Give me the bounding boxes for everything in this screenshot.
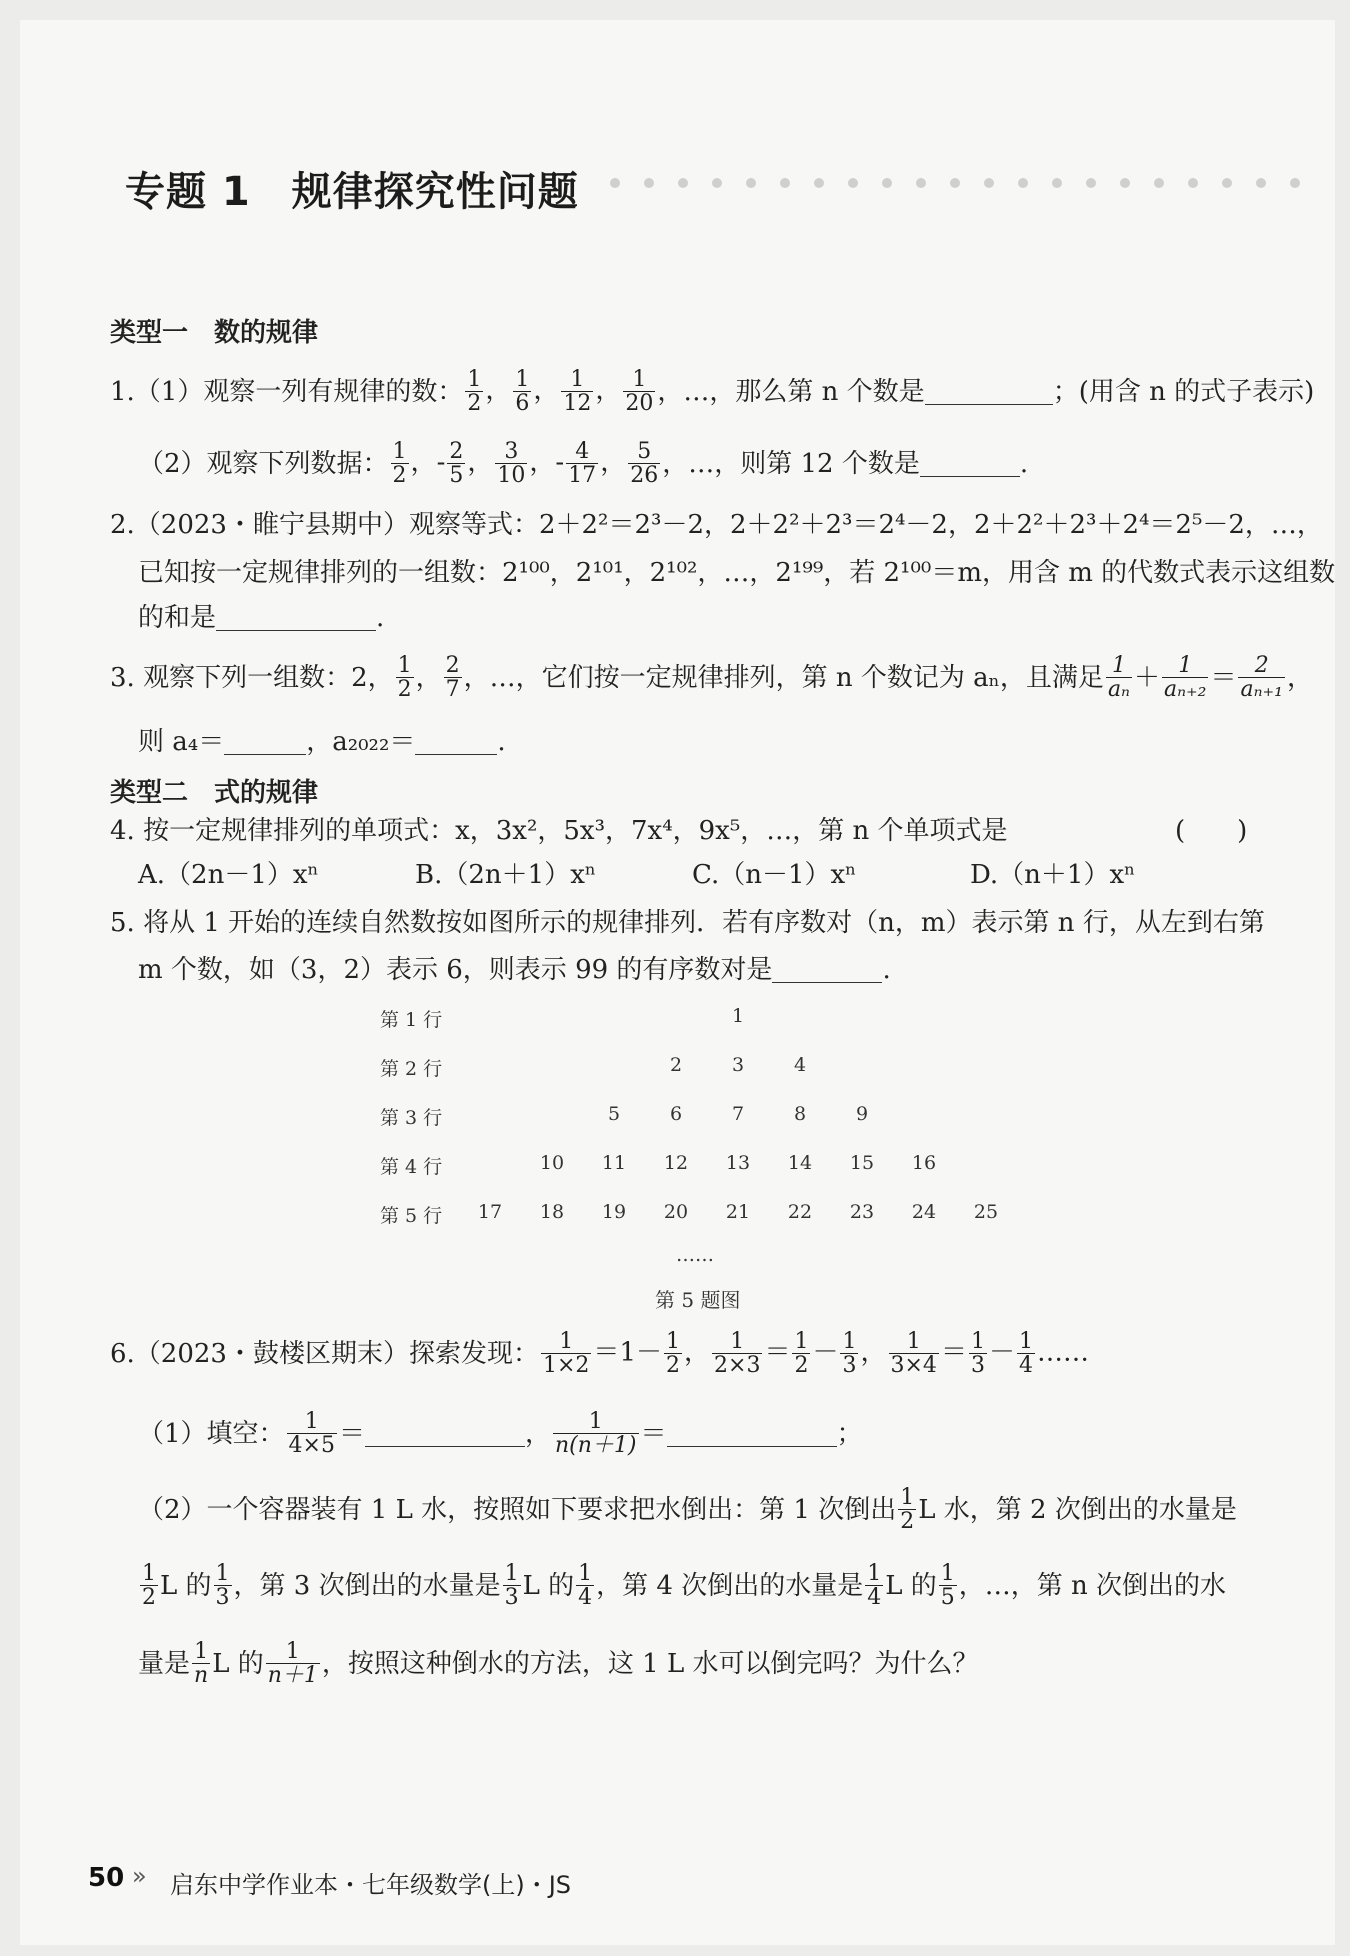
section-heading-1: 类型一 数的规律: [110, 318, 319, 348]
triangle-number: 17: [477, 1201, 503, 1223]
decorative-dot: [1188, 178, 1198, 188]
decorative-dot: [678, 178, 688, 188]
fraction: $\frac{1}{2}$: [392, 439, 407, 489]
q6-examples: $\frac{1}{1\times 2}$ ＝1－ $\frac{1}{2}$ ， $\frac{1}{2\times 3}$ ＝ $\frac{1}{2}$ － $\frac{1}{3}$ ， $\frac{1}{3\times 4}$ ＝ $\frac{1}{3}$ － $\frac{1}{4}$ ……: [542, 1329, 1089, 1379]
q3-intro: 3. 观察下列一组数：2，: [110, 662, 394, 693]
fraction: $\frac{1}{20}$: [625, 367, 654, 417]
answer-blank[interactable]: [415, 728, 497, 755]
page-title: 专题 1 规律探究性问题: [125, 169, 579, 215]
fraction: $\frac{4}{17}$: [568, 439, 597, 489]
triangle-number: 16: [911, 1152, 937, 1174]
question-2-line-3: [138, 604, 384, 631]
fraction: $\frac{2}{5}$: [449, 439, 464, 489]
option-b[interactable]: B.（2n＋1）xⁿ: [415, 860, 597, 890]
question-1-part-2: [138, 440, 1028, 487]
fraction: $\frac{1}{n}$: [194, 1639, 209, 1689]
decorative-dot: [1256, 178, 1266, 188]
triangle-number: 12: [663, 1152, 689, 1174]
fraction: $\frac{1}{2}$: [666, 1329, 680, 1379]
section-heading-2: 类型二 式的规律: [110, 778, 319, 808]
page-number: 50: [88, 1863, 125, 1893]
triangle-number: 22: [787, 1201, 813, 1223]
answer-blank[interactable]: [925, 378, 1053, 405]
footer-arrow-icon: »: [132, 1862, 147, 1890]
row-label: 第 4 行: [380, 1156, 443, 1178]
fraction: $\frac{1}{4}$: [867, 1561, 882, 1611]
answer-blank[interactable]: [216, 604, 376, 631]
q3-a2022: ，a₂₀₂₂＝: [306, 726, 416, 757]
option-c[interactable]: C.（n－1）xⁿ: [692, 860, 857, 890]
q3-mid: ，…，它们按一定规律排列，第 n 个数记为 aₙ，且满足: [463, 662, 1104, 693]
book-title: 启东中学作业本・七年级数学(上)・JS: [170, 1871, 572, 1899]
triangle-number: 1: [731, 1005, 745, 1027]
question-4-stem: 4. 按一定规律排列的单项式：x，3x²，5x³，7x⁴，9x⁵，…，第 n 个单项式是: [110, 816, 1008, 846]
decorative-dot: [1154, 178, 1164, 188]
decorative-dot: [814, 178, 824, 188]
question-5-line-1: 5. 将从 1 开始的连续自然数按如图所示的规律排列．若有序数对（n，m）表示第 n 行，从左到右第: [110, 908, 1265, 938]
fraction: $\frac{3}{10}$: [497, 439, 526, 489]
row-label: 第 3 行: [380, 1107, 443, 1129]
decorative-dot: [1222, 178, 1232, 188]
fraction: $\frac{1}{1\times 2}$: [542, 1329, 590, 1379]
fraction: $\frac{1}{5}$: [940, 1561, 955, 1611]
question-6-part-2-line-2: $\frac{1}{2}$ L 的 $\frac{1}{3}$ ，第 3 次倒出的水量是 $\frac{1}{3}$ L 的 $\frac{1}{4}$ ，第 4 次倒出的水量是 $\frac{1}{4}$ L 的 $\frac{1}{5}$ ，…，第 n 次倒出的水: [142, 1561, 1227, 1611]
fraction: $\frac{1}{4}$: [1018, 1329, 1033, 1379]
triangle-number: 20: [663, 1201, 689, 1223]
triangle-number: 25: [973, 1201, 999, 1223]
answer-blank[interactable]: [667, 1420, 837, 1447]
triangle-number: 3: [731, 1054, 745, 1076]
fraction: $\frac{1}{4\times 5}$: [288, 1409, 335, 1459]
triangle-number: 5: [607, 1103, 621, 1125]
fraction: $\frac{1}{n+1}$: [267, 1639, 318, 1689]
title-dot-rule: [610, 178, 1324, 188]
triangle-number: 19: [601, 1201, 627, 1223]
triangle-number: 9: [855, 1103, 869, 1125]
fraction: $\frac{1}{2}$: [397, 653, 412, 703]
triangle-number: 8: [793, 1103, 807, 1125]
question-6-part-2-line-1: （2）一个容器装有 1 L 水，按照如下要求把水倒出：第 1 次倒出 $\frac{1}{2}$ L 水，第 2 次倒出的水量是: [138, 1485, 1237, 1535]
q1-p2-tail: ，…，则第 12 个数是: [662, 448, 920, 479]
fraction: $\frac{5}{26}$: [630, 439, 659, 489]
triangle-number: 10: [539, 1152, 565, 1174]
decorative-dot: [712, 178, 722, 188]
answer-blank[interactable]: [365, 1420, 525, 1447]
triangle-number: 4: [793, 1054, 807, 1076]
decorative-dot: [1290, 178, 1300, 188]
decorative-dot: [882, 178, 892, 188]
fraction: $\frac{1}{3\times 4}$: [890, 1329, 937, 1379]
triangle-number: 14: [787, 1152, 813, 1174]
triangle-number: 18: [539, 1201, 565, 1223]
row-label: 第 2 行: [380, 1058, 443, 1080]
decorative-dot: [610, 178, 620, 188]
option-d[interactable]: D.（n＋1）xⁿ: [970, 860, 1136, 890]
q6-intro: 6.（2023・鼓楼区期末）探索发现：: [110, 1338, 539, 1369]
q1-p1-tail: ，…，那么第 n 个数是: [657, 376, 925, 407]
q2-line3-text: 的和是: [138, 602, 217, 633]
fraction: $\frac{1}{2}$: [142, 1561, 156, 1611]
row-label: 第 5 行: [380, 1205, 443, 1227]
q1-data-list: $\frac{1}{2}$ ，- $\frac{2}{5}$ ， $\frac{3}{10}$ ，- $\frac{4}{17}$ ， $\frac{5}{26}$: [392, 439, 659, 489]
fraction: $\frac{1}{3}$: [504, 1561, 519, 1611]
triangle-number: 24: [911, 1201, 937, 1223]
decorative-dot: [780, 178, 790, 188]
answer-blank[interactable]: [920, 450, 1020, 477]
fraction: $\frac{1}{4}$: [578, 1561, 593, 1611]
fraction: $\frac{1}{\text{aₙ}}$: [1107, 653, 1130, 703]
triangle-number: 6: [669, 1103, 683, 1125]
q3-a4: 则 a₄＝: [138, 726, 225, 757]
figure-caption: 第 5 题图: [655, 1288, 741, 1312]
decorative-dot: [984, 178, 994, 188]
figure-ellipsis: ……: [676, 1244, 714, 1266]
question-2-line-1: 2.（2023・睢宁县期中）观察等式：2＋2²＝2³－2，2＋2²＋2³＝2⁴－2，2＋2²＋2³＋2⁴＝2⁵－2，…，: [110, 510, 1323, 540]
question-6-intro: [110, 1330, 1089, 1377]
question-6-part-2-line-3: 量是 $\frac{1}{n}$ L 的 $\frac{1}{n+1}$ ，按照这种倒水的方法，这 1 L 水可以倒完吗？为什么？: [138, 1639, 979, 1689]
fraction: $\frac{1}{2}$: [794, 1329, 809, 1379]
decorative-dot: [1120, 178, 1130, 188]
fraction: $\frac{1}{2}$: [467, 367, 482, 417]
q1-p1-end: ；(用含 n 的式子表示): [1052, 376, 1315, 407]
q2-line3-end: .: [376, 602, 385, 633]
fraction: $\frac{2}{7}$: [445, 653, 460, 703]
decorative-dot: [848, 178, 858, 188]
decorative-dot: [1018, 178, 1028, 188]
fraction: $\frac{2}{\text{aₙ₊₁}}$: [1240, 653, 1283, 703]
fraction: $\frac{1}{3}$: [842, 1329, 857, 1379]
decorative-dot: [950, 178, 960, 188]
question-5-line-2: m 个数，如（3，2）表示 6，则表示 99 的有序数对是 .: [138, 954, 891, 985]
triangle-number: 23: [849, 1201, 875, 1223]
choice-parentheses[interactable]: ( ): [1175, 816, 1248, 846]
triangle-number: 7: [731, 1103, 745, 1125]
q1-p2-end: .: [1019, 448, 1029, 479]
decorative-dot: [746, 178, 756, 188]
fraction: $\frac{1}{12}$: [563, 367, 592, 417]
question-3-line-1: 3. 观察下列一组数：2， $\frac{1}{2}$ ， $\frac{2}{7}$ ，…，它们按一定规律排列，第 n 个数记为 aₙ，且满足 $\frac{1}{\text{aₙ}}$ ＋ $\frac{1}{\text{aₙ₊₂}}$ ＝ $\frac{2}{\text{aₙ₊₁}}$ ，: [110, 653, 1313, 703]
option-a[interactable]: A.（2n－1）xⁿ: [138, 860, 319, 890]
triangle-number: 11: [601, 1152, 627, 1174]
q1-fraction-list: $\frac{1}{2}$ ， $\frac{1}{6}$ ， $\frac{1}{12}$ ， $\frac{1}{20}$: [467, 367, 654, 417]
answer-blank[interactable]: [224, 728, 306, 755]
answer-blank[interactable]: [772, 956, 882, 983]
fraction: $\frac{1}{n(n+1)}$: [555, 1409, 637, 1459]
fraction: $\frac{1}{2}$: [900, 1485, 915, 1535]
question-6-part-1: （1）填空： $\frac{1}{4\times 5}$ ＝ ， $\frac{1}{n(n+1)}$ ＝ ；: [138, 1409, 863, 1459]
q1-p1-intro: 1.（1）观察一列有规律的数：: [110, 376, 464, 407]
fraction: $\frac{1}{6}$: [515, 367, 530, 417]
triangle-number: 2: [669, 1054, 683, 1076]
triangle-number: 13: [725, 1152, 751, 1174]
fraction: $\frac{1}{3}$: [215, 1561, 230, 1611]
decorative-dot: [1086, 178, 1096, 188]
question-1-part-1: [110, 368, 1314, 415]
question-3-line-2: 则 a₄＝ ，a₂₀₂₂＝ .: [138, 726, 506, 757]
decorative-dot: [644, 178, 654, 188]
fraction: $\frac{1}{2\times 3}$: [714, 1329, 761, 1379]
triangle-number: 21: [725, 1201, 751, 1223]
fraction: $\frac{1}{3}$: [970, 1329, 985, 1379]
decorative-dot: [916, 178, 926, 188]
decorative-dot: [1052, 178, 1062, 188]
triangle-number: 15: [849, 1152, 875, 1174]
fraction: $\frac{1}{\text{aₙ₊₂}}$: [1164, 653, 1207, 703]
q1-p2-intro: （2）观察下列数据：: [138, 448, 389, 479]
question-2-line-2: 已知按一定规律排列的一组数：2¹⁰⁰，2¹⁰¹，2¹⁰²，…，2¹⁹⁹，若 2¹⁰⁰＝m，用含 m 的代数式表示这组数: [138, 558, 1336, 588]
q5-line2-text: m 个数，如（3，2）表示 6，则表示 99 的有序数对是: [138, 954, 773, 985]
row-label: 第 1 行: [380, 1009, 443, 1031]
